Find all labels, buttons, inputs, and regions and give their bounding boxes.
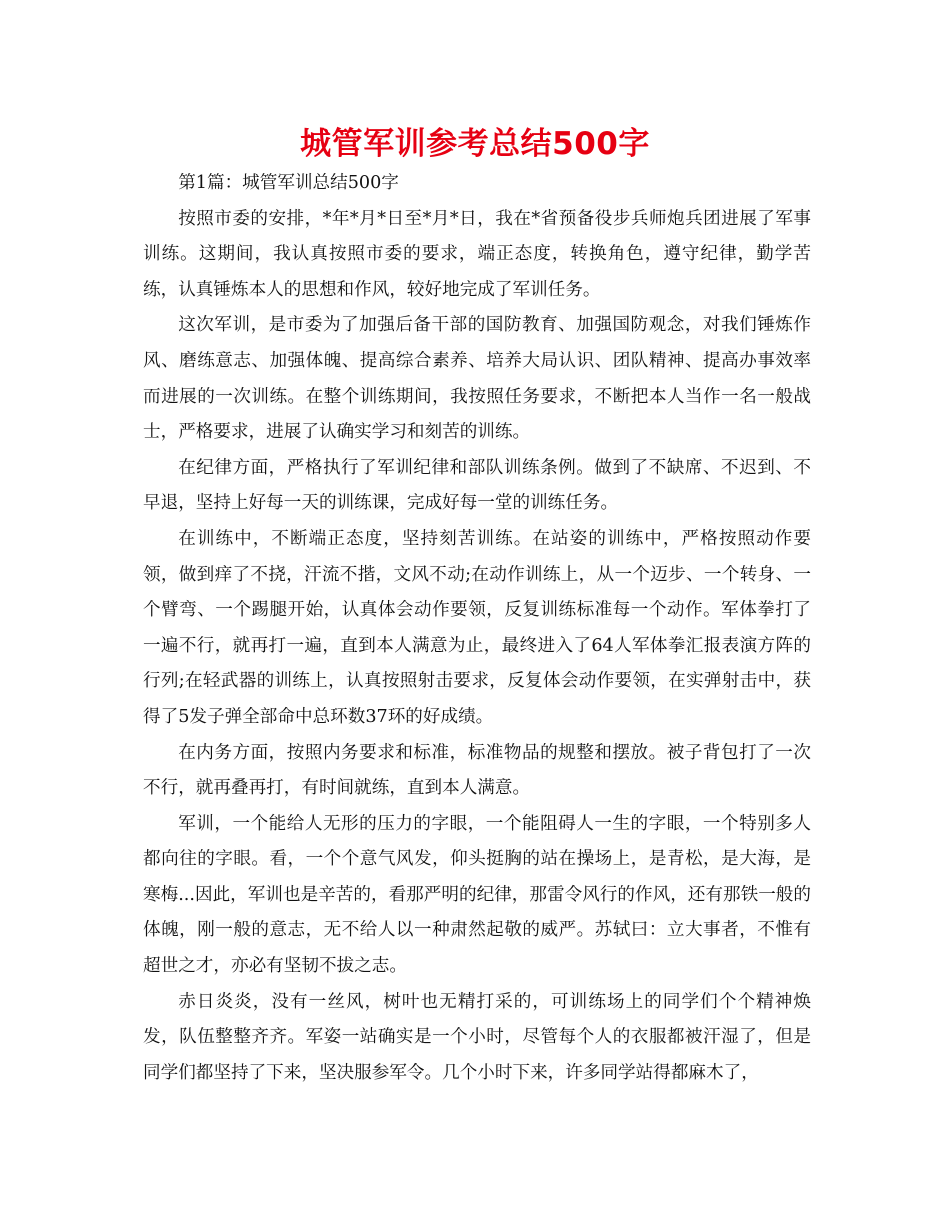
document-title: 城管军训参考总结500字 bbox=[300, 126, 650, 162]
body-paragraph: 按照市委的安排，*年*月*日至*月*日，我在*省预备役步兵师炮兵团进展了军事训练。这期间，我认真按照市委的要求，端正态度，转换角色，遵守纪律，勤学苦练，认真锤炼本人的思想和作风，较好地完成了军训任务。 bbox=[143, 208, 811, 300]
body-paragraph: 军训，一个能给人无形的压力的字眼，一个能阻碍人一生的字眼，一个特别多人都向往的字眼。看，一个个意气风发，仰头挺胸的站在操场上，是青松，是大海，是寒梅...因此，军训也是辛苦的，看那严明的纪律，那雷令风行的作风，还有那铁一般的体魄，刚一般的意志，无不给人以一种肃然起敬的威严。苏轼曰：立大事者，不惟有超世之才，亦必有坚韧不拔之志。 bbox=[143, 813, 811, 977]
body-paragraph: 赤日炎炎，没有一丝风，树叶也无精打采的，可训练场上的同学们个个精神焕发，队伍整整齐齐。军姿一站确实是一个小时，尽管每个人的衣服都被汗湿了，但是同学们都坚持了下来，坚决服参军令。几个小时下来，许多同学站得都麻木了， bbox=[143, 991, 811, 1083]
document-subtitle: 第1篇：城管军训总结500字 bbox=[178, 173, 399, 193]
body-paragraph: 在内务方面，按照内务要求和标准，标准物品的规整和摆放。被子背包打了一次不行，就再叠再打，有时间就练，直到本人满意。 bbox=[143, 742, 811, 799]
body-paragraph: 在训练中，不断端正态度，坚持刻苦训练。在站姿的训练中，严格按照动作要领，做到痒了不挠，汗流不揩，文风不动;在动作训练上，从一个迈步、一个转身、一个臂弯、一个踢腿开始，认真体会动作要领，反复训练标准每一个动作。军体拳打了一遍不行，就再打一遍，直到本人满意为止，最终进入了64人军体拳汇报表演方阵的行列;在轻武器的训练上，认真按照射击要求，反复体会动作要领，在实弹射击中，获得了5发子弹全部命中总环数37环的好成绩。 bbox=[143, 528, 811, 727]
document-body bbox=[143, 166, 811, 1091]
body-paragraph: 在纪律方面，严格执行了军训纪律和部队训练条例。做到了不缺席、不迟到、不早退，坚持上好每一天的训练课，完成好每一堂的训练任务。 bbox=[143, 457, 811, 514]
body-paragraph: 这次军训，是市委为了加强后备干部的国防教育、加强国防观念，对我们锤炼作风、磨练意志、加强体魄、提高综合素养、培养大局认识、团队精神、提高办事效率而进展的一次训练。在整个训练期间，我按照任务要求，不断把本人当作一名一般战士，严格要求，进展了认确实学习和刻苦的训练。 bbox=[143, 315, 811, 443]
